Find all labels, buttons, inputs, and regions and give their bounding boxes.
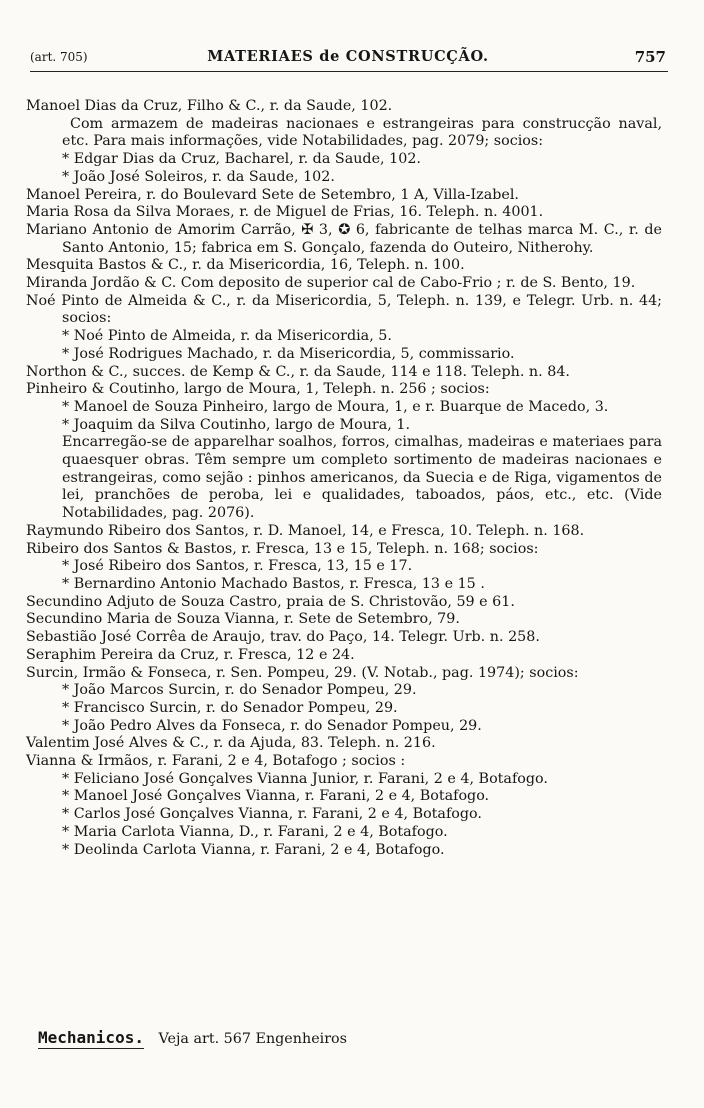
directory-entry: Mariano Antonio de Amorim Carrão, ✠ 3, ✪ 6, fabricante de telhas marca M. C., r. de Santo Antonio, 15; fabrica em S. Gonçalo, fazenda do Outeiro, Nitherohy.: [26, 221, 662, 256]
directory-entry: Secundino Adjuto de Souza Castro, praia de S. Christovão, 59 e 61.: [26, 593, 515, 610]
directory-entry: Northon & C., succes. de Kemp & C., r. da Saude, 114 e 118. Teleph. n. 84.: [26, 363, 570, 380]
directory-entry: Valentim José Alves & C., r. da Ajuda, 83. Teleph. n. 216.: [26, 735, 436, 752]
directory-entries: [26, 98, 662, 859]
directory-entry: Mesquita Bastos & C., r. da Misericordia, 16, Teleph. n. 100.: [26, 257, 465, 274]
directory-entry: Maria Rosa da Silva Moraes, r. de Miguel de Frias, 16. Teleph. n. 4001.: [26, 204, 544, 221]
directory-entry: Sebastião José Corrêa de Araujo, trav. do Paço, 14. Telegr. Urb. n. 258.: [26, 629, 540, 646]
page-title: MATERIAES de CONSTRUCÇÃO.: [207, 48, 489, 65]
directory-entry: Noé Pinto de Almeida & C., r. da Misericordia, 5, Teleph. n. 139, e Telegr. Urb. n. 44; socios:: [26, 292, 662, 327]
partner-entry: * Deolinda Carlota Vianna, r. Farani, 2 e 4, Botafogo.: [62, 841, 445, 858]
entry-note: Com armazem de madeiras nacionaes e estrangeiras para construcção naval, etc. Para mais informações, vide Notabilidades, pag. 2079; socios:: [62, 115, 662, 150]
partner-entry: * Manoel José Gonçalves Vianna, r. Farani, 2 e 4, Botafogo.: [62, 788, 490, 805]
page-header: [30, 48, 666, 70]
cross-reference: Veja art. 567 Engenheiros: [158, 1031, 347, 1047]
partner-entry: * Edgar Dias da Cruz, Bacharel, r. da Saude, 102.: [62, 151, 421, 168]
directory-entry: Secundino Maria de Souza Vianna, r. Sete de Setembro, 79.: [26, 611, 460, 628]
partner-entry: * Francisco Surcin, r. do Senador Pompeu, 29.: [62, 699, 398, 716]
partner-entry: * João José Soleiros, r. da Saude, 102.: [62, 168, 335, 185]
directory-entry: Miranda Jordão & C. Com deposito de superior cal de Cabo-Frio ; r. de S. Bento, 19.: [26, 275, 636, 292]
partner-entry: * Noé Pinto de Almeida, r. da Misericordia, 5.: [62, 328, 392, 345]
partner-entry: * Maria Carlota Vianna, D., r. Farani, 2 e 4, Botafogo.: [62, 823, 448, 840]
partner-entry: * Bernardino Antonio Machado Bastos, r. Fresca, 13 e 15 .: [62, 575, 485, 592]
directory-entry: Raymundo Ribeiro dos Santos, r. D. Manoel, 14, e Fresca, 10. Teleph. n. 168.: [26, 522, 585, 539]
directory-entry: Manoel Pereira, r. do Boulevard Sete de Setembro, 1 A, Villa-Izabel.: [26, 186, 519, 203]
section-heading: Mechanicos.: [38, 1028, 144, 1047]
page-number: 757: [634, 48, 666, 66]
partner-entry: * José Ribeiro dos Santos, r. Fresca, 13, 15 e 17.: [62, 558, 413, 575]
partner-entry: * João Pedro Alves da Fonseca, r. do Senador Pompeu, 29.: [62, 717, 482, 734]
partner-entry: * José Rodrigues Machado, r. da Misericordia, 5, commissario.: [62, 345, 515, 362]
partner-entry: * João Marcos Surcin, r. do Senador Pompeu, 29.: [62, 682, 417, 699]
section-footer: [38, 1028, 658, 1047]
partner-entry: * Manoel de Souza Pinheiro, largo de Moura, 1, e r. Buarque de Macedo, 3.: [62, 398, 609, 415]
partner-entry: * Joaquim da Silva Coutinho, largo de Moura, 1.: [62, 416, 411, 433]
directory-entry: Pinheiro & Coutinho, largo de Moura, 1, Teleph. n. 256 ; socios:: [26, 381, 490, 398]
directory-entry: Surcin, Irmão & Fonseca, r. Sen. Pompeu, 29. (V. Notab., pag. 1974); socios:: [26, 664, 579, 681]
directory-entry: Vianna & Irmãos, r. Farani, 2 e 4, Botafogo ; socios :: [26, 753, 406, 770]
directory-entry: Manoel Dias da Cruz, Filho & C., r. da Saude, 102.: [26, 98, 393, 114]
article-reference: (art. 705): [30, 50, 88, 64]
entry-note: Encarregão-se de apparelhar soalhos, forros, cimalhas, madeiras e materiaes para quaesquer obras. Têm sempre um completo sortimento de madeiras nacionaes e estrangeiras, como sejão : pinhos americanos, da Suecia e de Riga, vigamentos de lei, pranchões de peroba, lei e qualidades, taboados, páos, etc., etc. (Vide Notabilidades, pag. 2076).: [62, 434, 662, 522]
directory-entry: Ribeiro dos Santos & Bastos, r. Fresca, 13 e 15, Teleph. n. 168; socios:: [26, 540, 539, 557]
header-rule: [30, 71, 668, 72]
partner-entry: * Feliciano José Gonçalves Vianna Junior, r. Farani, 2 e 4, Botafogo.: [62, 770, 548, 787]
partner-entry: * Carlos José Gonçalves Vianna, r. Farani, 2 e 4, Botafogo.: [62, 806, 482, 823]
directory-entry: Seraphim Pereira da Cruz, r. Fresca, 12 e 24.: [26, 646, 355, 663]
